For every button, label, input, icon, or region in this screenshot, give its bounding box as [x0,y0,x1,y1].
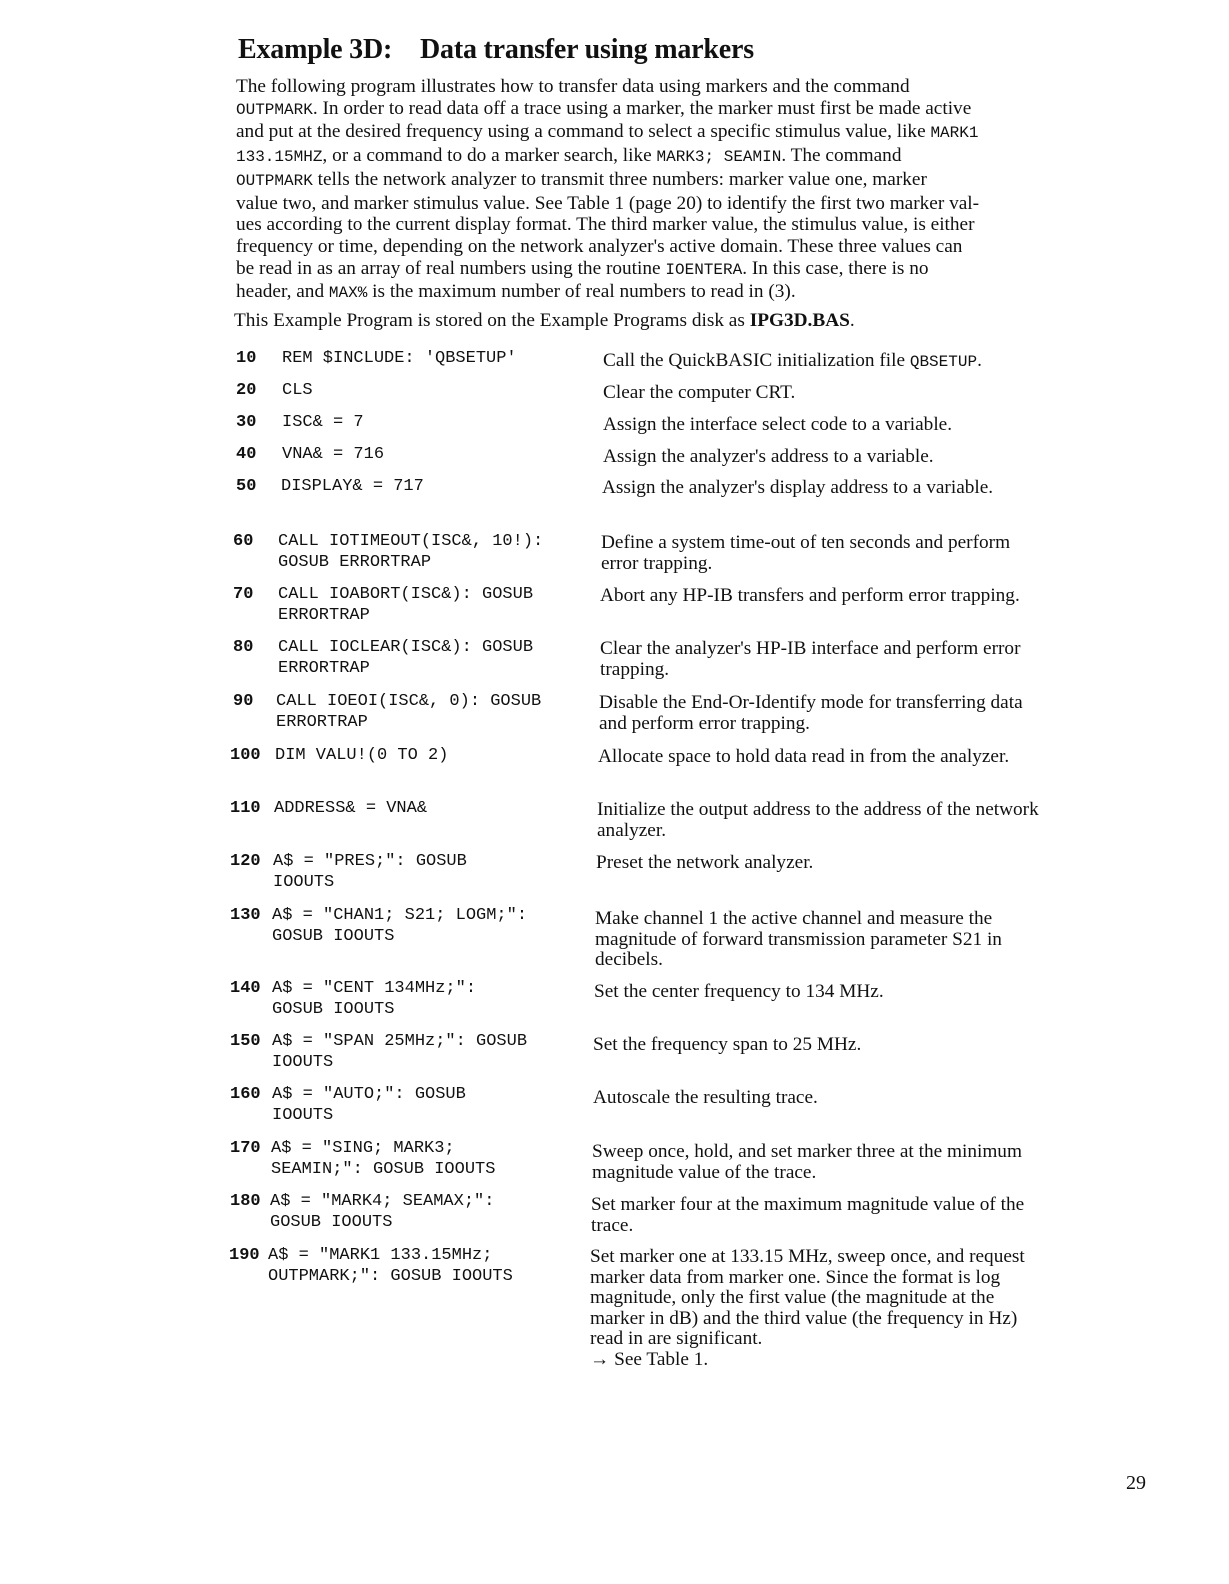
heading-title: Data transfer using markers [420,34,754,65]
description-text: Assign the analyzer's display address to a variable. [602,477,994,498]
code-statement: A$ = "SING; MARK3; SEAMIN;": GOSUB IOOUTS [271,1139,496,1179]
line-number: 170 [230,1139,261,1158]
code-description [603,447,1048,468]
code-statement: DIM VALU!(0 TO 2) [275,746,449,765]
intro-text: . In this case, there is no [742,257,929,279]
description-text: Clear the computer CRT. [603,382,796,403]
intro-text: . In order to read data off a trace using a marker, the marker must first be made active [312,97,972,119]
code-description [603,383,1048,404]
intro-code: 133.15MHZ [236,148,323,167]
description-text: Preset the network analyzer. [596,852,814,873]
code-statement: A$ = "MARK1 133.15MHz; OUTPMARK;": GOSUB IOOUTS [268,1246,513,1286]
code-description [596,853,1041,874]
description-text: Clear the analyzer's HP-IB interface and perform error trapping. [600,638,1021,680]
intro-text: is the maximum number of real numbers to read in (3). [367,281,796,303]
code-description [597,800,1042,841]
intro-code: MARK1 [930,124,979,143]
line-number: 40 [236,445,257,464]
code-description [592,1142,1037,1183]
code-description [590,1247,1035,1370]
line-number: 150 [230,1032,261,1051]
description-text: Set the center frequency to 134 MHz. [594,981,884,1002]
intro-text: ues according to the current display format. The third marker value, the stimulus value, is either [236,214,975,236]
line-number: 90 [233,692,254,711]
intro-code: MARK3; SEAMIN [656,148,782,167]
intro-code: MAX% [328,284,368,303]
page-number: 29 [1126,1472,1146,1494]
intro-text: be read in as an array of real numbers using the routine [236,257,666,279]
intro-code: OUTPMARK [236,171,313,190]
code-statement: A$ = "AUTO;": GOSUB IOOUTS [272,1085,466,1125]
code-statement: ISC& = 7 [282,413,364,432]
code-description [600,639,1045,680]
stored-filename: IPG3D.BAS [749,310,850,331]
code-description [601,533,1046,574]
code-description [603,351,1048,373]
code-description [603,415,1048,436]
line-number: 20 [236,381,257,400]
description-tail: . [977,350,982,371]
intro-text: tells the network analyzer to transmit three numbers: marker value one, marker [312,168,927,190]
line-number: 50 [236,477,257,496]
description-text: Set marker one at 133.15 MHz, sweep once, and request marker data from marker one. Since the format is log magnitude, only the first value (the magnitude at the marker in dB) and the third value (the frequency in Hz) read in are significant. [590,1246,1025,1349]
code-description [594,982,1039,1003]
description-code: QBSETUP [909,353,978,371]
line-number: 130 [230,906,261,925]
code-statement: A$ = "CENT 134MHz;": GOSUB IOOUTS [272,979,477,1019]
code-statement: CALL IOEOI(ISC&, 0): GOSUB ERRORTRAP [276,692,542,732]
code-statement: A$ = "CHAN1; S21; LOGM;": GOSUB IOOUTS [272,906,528,946]
code-description [602,478,1047,499]
description-text: Sweep once, hold, and set marker three at the minimum magnitude value of the trace. [592,1141,1022,1183]
stored-note-period: . [849,310,855,331]
line-number: 10 [236,349,257,368]
code-statement: CALL IOTIMEOUT(ISC&, 10!): GOSUB ERRORTRAP [278,532,544,572]
code-description [593,1088,1038,1109]
intro-code: IOENTERA [665,260,743,279]
code-statement: A$ = "SPAN 25MHz;": GOSUB IOOUTS [272,1032,528,1072]
code-statement: A$ = "PRES;": GOSUB IOOUTS [273,852,467,892]
line-number: 80 [233,638,254,657]
stored-note-text: This Example Program is stored on the Example Programs disk as [234,310,750,331]
description-text: Disable the End-Or-Identify mode for transferring data and perform error trapping. [599,692,1023,734]
line-number: 140 [230,979,261,998]
description-text: Allocate space to hold data read in from the analyzer. [598,746,1010,767]
line-number: 180 [230,1192,261,1211]
line-number: 60 [233,532,254,551]
code-description [599,693,1044,734]
line-number: 110 [230,799,261,818]
code-statement: REM $INCLUDE: 'QBSETUP' [282,349,517,368]
intro-text: , or a command to do a marker search, like [322,145,657,167]
code-description [600,586,1045,607]
intro-code: OUTPMARK [236,100,313,119]
description-text: Abort any HP-IB transfers and perform error trapping. [600,585,1020,606]
description-text: Assign the interface select code to a variable. [603,414,953,435]
code-statement: VNA& = 716 [282,445,385,464]
intro-text: The following program illustrates how to transfer data using markers and the command [236,76,910,97]
description-text: Initialize the output address to the address of the network analyzer. [597,799,1039,841]
intro-text: frequency or time, depending on the network analyzer's active domain. These three values can [236,235,963,257]
line-number: 100 [230,746,261,765]
description-text: Make channel 1 the active channel and measure the magnitude of forward transmission parameter S21 in decibels. [595,908,1002,970]
description-text: Set marker four at the maximum magnitude value of the trace. [591,1194,1025,1236]
description-text: Assign the analyzer's address to a variable. [603,446,934,467]
code-description [593,1035,1038,1056]
intro-text: header, and [236,281,329,303]
intro-text: and put at the desired frequency using a command to select a specific stimulus value, like [236,121,931,143]
description-text: Autoscale the resulting trace. [593,1087,818,1108]
code-statement: CLS [282,381,313,400]
code-description [598,747,1043,768]
see-table-reference: → See Table 1. [590,1348,709,1370]
line-number: 120 [230,852,261,871]
code-statement: A$ = "MARK4; SEAMAX;": GOSUB IOOUTS [270,1192,495,1232]
intro-text: . The command [781,145,902,167]
intro-text: value two, and marker stimulus value. See Table 1 (page 20) to identify the first two marker val- [236,192,980,214]
code-statement: CALL IOCLEAR(ISC&): GOSUB ERRORTRAP [278,638,534,678]
description-text: Define a system time-out of ten seconds and perform error trapping. [601,532,1011,574]
code-description [591,1195,1036,1236]
code-statement: CALL IOABORT(ISC&): GOSUB ERRORTRAP [278,585,534,625]
line-number: 70 [233,585,254,604]
description-text: Set the frequency span to 25 MHz. [593,1034,862,1055]
line-number: 190 [229,1246,260,1265]
line-number: 30 [236,413,257,432]
code-statement: ADDRESS& = VNA& [274,799,428,818]
code-description [595,909,1040,971]
example-id: Example 3D: [238,34,393,65]
description-text: Call the QuickBASIC initialization file [603,350,910,371]
code-statement: DISPLAY& = 717 [281,477,424,496]
line-number: 160 [230,1085,261,1104]
